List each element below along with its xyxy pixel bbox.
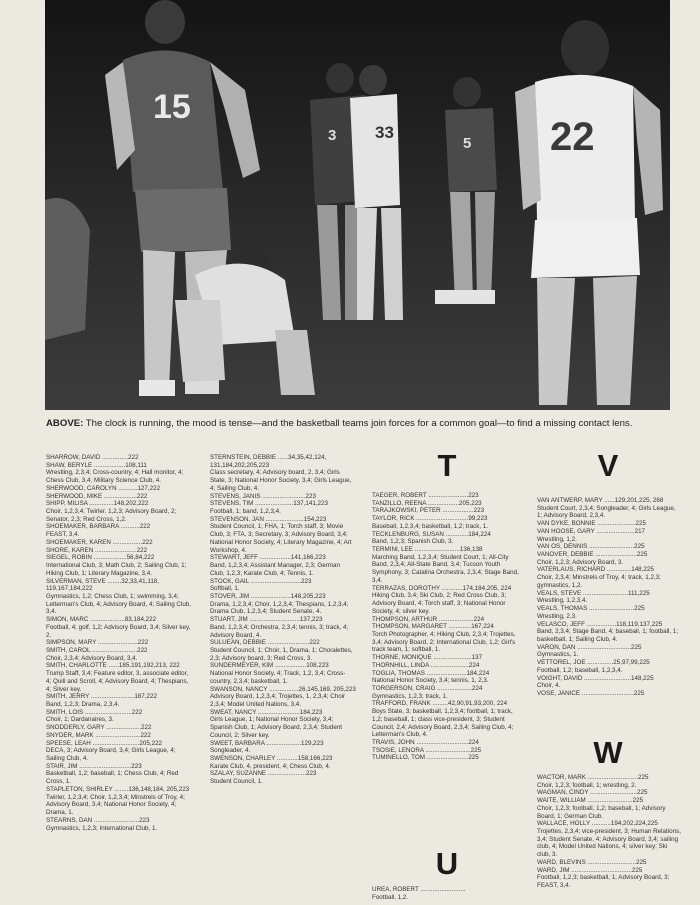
jersey-number-15: 15 bbox=[153, 88, 191, 126]
index-entry: WALLACE, HOLLY ...........194,202,224,225 bbox=[537, 820, 658, 828]
index-entry: Student Court, 2,3,4; Songleader, 4; Girls League, 1; Advisory Board, 2,3,4. bbox=[537, 504, 676, 520]
index-column-4 bbox=[537, 497, 682, 698]
index-entry: SHOEMAKER, BARBARA ...........222 bbox=[46, 523, 151, 531]
index-entry: VAN HOOSE, GARY ......................217 bbox=[537, 527, 646, 535]
index-entry: Band, 2,3,4; Stage Band, 4; baseball, 1; football, 1; basketball, 1; Sailing Club, 4. bbox=[537, 628, 679, 643]
index-entry: STOCK, GAIL .............................223 bbox=[210, 577, 312, 585]
index-entry: Baseball, 1,2,3,4; basketball, 1,2; track, 1. bbox=[372, 522, 489, 530]
index-column-3 bbox=[372, 492, 520, 762]
index-entry: STEWART, JEFF ..................141,166,223 bbox=[210, 554, 326, 562]
index-entry: SHERWOOD, MIKE ...................222 bbox=[46, 492, 148, 500]
index-entry: SMITH, CHARLOTTE ......185,191,192,213, 222 bbox=[46, 662, 180, 670]
jersey-number-33: 33 bbox=[375, 123, 394, 142]
index-entry: Choir, 1,2,3; football, 1,2; baseball, 1; Advisory Board, 1; German Club. bbox=[537, 804, 666, 820]
index-entry: Student Council, 1; Choir, 1, Drama, 1; Choralettes, 2,3; Advisory board, 3; Red Cross, 3. bbox=[210, 646, 353, 662]
index-entry: TAYLOR, RICK ..............................99,223 bbox=[372, 515, 488, 523]
index-entry: National Honor Society, 3,4; tennis, 1, 2,3. bbox=[372, 677, 489, 685]
index-entry: SHIPP, MILISA ..............148,202,222 bbox=[46, 500, 149, 508]
index-entry: STAIR, JIM ..............................223 bbox=[46, 762, 142, 770]
index-entry: Wrestling, 2,3,4; Cross-country, 4; Hall monitor, 4; Chess Club, 3,4; Military Science Club, 4. bbox=[46, 469, 184, 485]
index-entry: SUNDERMEYER, KIM ..................108,223 bbox=[210, 662, 329, 670]
index-entry: DECA, 3; Advisory Board, 3,4; Girls League, 4; Sailing Club, 4. bbox=[46, 747, 176, 763]
section-letter-u: U bbox=[435, 846, 459, 881]
index-entry: Choir, 2,3,4; Minstrels of Troy, 4; track, 1,2,3; gymnastics, 1,2. bbox=[537, 574, 661, 589]
index-entry: SWANSON, NANCY .................26,145,169, 205,223 bbox=[210, 685, 356, 693]
index-entry: Student Council, 1. bbox=[210, 778, 263, 786]
index-entry: SNYDER, MARK ..........................222 bbox=[46, 731, 151, 739]
index-entry: TUMINELLO, TOM ........................225 bbox=[372, 754, 479, 762]
index-entry: TARAJKOWSKI, PETER ..................223 bbox=[372, 507, 485, 515]
index-entry: STEVENS, TIM ......................137,141,223 bbox=[210, 500, 328, 508]
index-entry: SHAW, BERYLE ..................108,111 bbox=[46, 461, 147, 469]
index-entry: SHORE, KAREN ........................222 bbox=[46, 546, 148, 554]
index-entry: SHARROW, DAVID ...............222 bbox=[46, 454, 139, 461]
index-entry: Football, 4; golf, 1,2; Advisory Board, 3,4; Silver key, 2. bbox=[46, 623, 191, 639]
index-entry: SMITH, JERRY .........................187,222 bbox=[46, 693, 157, 701]
photo-caption bbox=[46, 418, 668, 431]
index-entry: Trojettes, 2,3,4; vice-president, 3; Human Relations, 3,4; Student Senate, 4; Advisory Board, 3,4; sailing club, 4; Model United Nations, 4; silver key; Ski club, 3. bbox=[537, 828, 681, 859]
index-entry: FEAST, 3,4. bbox=[46, 531, 80, 539]
index-entry: TRAVIS, JOHN ..............................224 bbox=[372, 739, 479, 746]
index-entry: Boys State, 3; basketball, 1,2,3,4; football, 1; track, 1,2; baseball, 1; class vice-president, 3; Student Council, 2,4; Advisory Board, 2,3,4; Sailing Club, 4; Letterman's Club, 4. bbox=[372, 708, 514, 739]
index-entry: THOMPSON, MARGARET .............167,224 bbox=[372, 623, 494, 631]
index-entry: SWEAT, NANCY ........................184,223 bbox=[210, 708, 323, 716]
index-entry: WAGMAN, CINDY ...........................225 bbox=[537, 789, 648, 797]
jersey-number-3: 3 bbox=[328, 127, 337, 144]
index-entry: STAPLETON, SHIRLEY ........136,148,184, 205,223 bbox=[46, 785, 190, 793]
index-entry: VAN DYKE, BONNIE ......................225 bbox=[537, 520, 646, 528]
index-entry: Choir, 1,2,3; football, 1; wrestling, 2. bbox=[537, 781, 637, 789]
index-entry: STEARNS, DAN ..........................223 bbox=[46, 816, 150, 824]
index-entry: Songleader, 4. bbox=[210, 747, 251, 755]
index-entry: STERNSTEIN, DEBBIE ......34,35,42,124, 131,184,202,205,223 bbox=[210, 454, 327, 469]
jersey-number-5: 5 bbox=[463, 135, 472, 152]
index-entry: Karate Club, 4, president, 4; Chess Club, 4. bbox=[210, 762, 331, 770]
index-entry: SHERWOOD, CAROLYN ...........127,222 bbox=[46, 484, 161, 492]
index-entry: WAITE, WILLIAM ..........................225 bbox=[537, 797, 644, 805]
index-entry: TSOSIE, LENORA ..........................225 bbox=[372, 746, 482, 754]
caption-text: The clock is running, the mood is tense—and the basketball teams join forces for a common goal—to find a missing contact lens. bbox=[83, 418, 633, 429]
index-entry: STOVER, JIM .......................148,205,223 bbox=[210, 592, 326, 600]
index-entry: Wrestling, 2,3. bbox=[537, 612, 577, 620]
index-entry: VATERLAUS, RICHARD ..............148,225 bbox=[537, 566, 654, 574]
index-entry: VELASCO, JEFF .................118,119,137,225 bbox=[537, 620, 663, 628]
index-entry: VAN OS, DENNIS ..........................225 bbox=[537, 543, 645, 551]
index-entry: VARON, DAN ...............................225 bbox=[537, 643, 642, 651]
index-entry: Gymnastics, 1,2,3; track, 1. bbox=[372, 692, 448, 700]
index-entry: SPEESE, LEAH ...........................205,222 bbox=[46, 739, 163, 747]
index-entry: Advisory Board, 1,2,3,4; Trojettes, 1, 2,3,4; Choir 2,3,4; Model United Nations, 3,4. bbox=[210, 693, 346, 708]
index-entry: Band, 1,2,3; Drama, 2,3,4. bbox=[46, 701, 120, 708]
index-entry: SMITH, CAROL ..........................222 bbox=[46, 646, 148, 654]
left-edge-figure bbox=[45, 198, 90, 340]
index-entry: Drama, 1,2,3,4; Choir, 1,2,3,4; Thespians, 1,2,3,4; Drama Club, 1,2,3,4; Student Senate, 4. bbox=[210, 600, 349, 616]
index-entry: SNODDERLY, GARY ....................222 bbox=[46, 724, 152, 732]
index-entry: THORNE, MONIQUE ......................137 bbox=[372, 654, 483, 662]
index-entry: WARD, BLEVINS ............................225 bbox=[537, 858, 647, 866]
index-entry: Torch Photographer, 4; Hiking Club, 2,3,4; Trojettes, 3,4; Advisory Board, 2; International Club, 1,2; Girl's track team, 1; softball, 1. bbox=[372, 630, 516, 654]
index-entry: STUART, JIM .............................137,223 bbox=[210, 616, 323, 624]
index-entry: THORNHILL, LINDA ......................224 bbox=[372, 661, 480, 669]
index-entry: Softball, 1. bbox=[210, 585, 240, 593]
index-entry: WARD, JIM ...................................225 bbox=[537, 866, 643, 874]
index-entry: VAN ANTWERP, MARY ......129,201,225, 268 bbox=[537, 497, 664, 504]
section-letter-w: W bbox=[593, 735, 623, 770]
index-entry: Football, 1,2,3; basketball, 1; Advisory Board, 3; FEAST, 3,4. bbox=[537, 874, 670, 890]
index-entry: SZALAY, SUZANNE ......................223 bbox=[210, 770, 317, 778]
photo-illustration bbox=[45, 0, 670, 410]
index-entry: SWENSON, CHARLEY ............158,166,223 bbox=[210, 755, 333, 763]
index-entry: Football, 1; band, 1,2,3,4. bbox=[210, 508, 281, 516]
index-entry: VEALS, STEVE ..........................111,225 bbox=[537, 589, 650, 597]
index-entry: TRAFFORD, FRANK .........42,90,91,93,200, 224 bbox=[372, 700, 508, 708]
index-entry: TOGLIA, THOMAS .......................184,224 bbox=[372, 669, 490, 677]
index-column-4-w bbox=[537, 774, 682, 890]
index-entry: SULUEAN, DEBBIE ........................222 bbox=[210, 639, 320, 647]
index-entry: Basketball, 1,2; baseball, 1; Chess Club, 4; Red Cross, 1. bbox=[46, 770, 179, 786]
index-entry: Twirler, 1,2,3,4; Choir, 1,2,3,4; Minstrels of Troy, 4; Advisory Board, 3,4; National Honor Society, 4; Drama, 1. bbox=[46, 793, 185, 817]
index-entry: THOMPSON, ARTHUR ....................224 bbox=[372, 615, 485, 623]
index-entry: Class secretary, 4; Advisory board, 2, 3,4; Girls State, 3; National Honor Society, 3,4; Girls League, 4; Sailing Club, 4. bbox=[210, 469, 352, 492]
index-entry: VEALS, THOMAS ..........................225 bbox=[537, 605, 645, 613]
index-entry: TERMINI, LEE ..........................136,138 bbox=[372, 546, 483, 554]
index-entry: SIMON, MARC ....................83,184,222 bbox=[46, 616, 157, 624]
index-entry: Girls League, 1; National Honor Society, 3,4; Spanish Club, 1; Advisory Board, 2,3,4; Student Council, 2; Silver key. bbox=[210, 716, 343, 739]
index-entry: Student Council, 1; FHA, 1; Torch staff, 3; Movie Club, 3; FTA, 3; Secretary, 3; Advisory Board, 3,4; National Honor Society, 4; Literary Magazine, 4; Art Workshop, 4. bbox=[210, 523, 352, 554]
index-entry: Choir, 1,2,3,4; Twirler, 1,2,3; Advisory Board, 2; Senator, 2,3; Red Cross, 1,2. bbox=[46, 508, 177, 523]
section-letter-v: V bbox=[597, 448, 619, 483]
index-entry: Choir, 1,2,3; Advisory Board, 3. bbox=[537, 558, 624, 566]
basketball-photo bbox=[45, 0, 670, 410]
index-entry: Wrestling, 1,2,3,4. bbox=[537, 597, 588, 605]
index-entry: International Club, 3; Math Club, 2; Sailing Club, 1; Hiking Club, 1; Literary Magazine, 3,4. bbox=[46, 562, 187, 577]
index-entry: STEVENS, JANIS .........................223 bbox=[210, 492, 316, 500]
index-entry: VOSE, JANICE ..............................225 bbox=[537, 689, 645, 697]
index-entry: SHOEMAKER, KAREN .................222 bbox=[46, 538, 153, 546]
index-entry: Band, 1,2,3; Spanish Club, 3. bbox=[372, 538, 454, 546]
index-entry: Marching Band, 1,2,3,4; Student Court, 1; All-City Band, 2,3,4; All-State Band, 3,4; Tucson Youth Symphony, 3; Catalina Orchestra, 2,3,4; Stage Band, 3,4. bbox=[372, 553, 519, 584]
index-entry: Wrestling, 1,2. bbox=[537, 535, 577, 543]
index-entry: Trump Staff, 3,4; Feature editor, 3, associate editor, 4; Quill and Scroll, 4; Advisory Board, 4; Thespians, 4; Silver key. bbox=[46, 670, 189, 693]
index-entry: Choir, 4. bbox=[537, 682, 561, 690]
index-entry: Gymnastics, 1. bbox=[537, 651, 579, 659]
index-entry: TORGERSON, CRAIG ....................224 bbox=[372, 684, 483, 692]
index-entry: STEVENSON, JAN ......................154,223 bbox=[210, 515, 327, 523]
index-column-3-u bbox=[372, 886, 520, 901]
index-entry: VOIGHT, DAVID ...........................148,225 bbox=[537, 674, 654, 682]
index-entry: SIEGEL, ROBIN ...................56,84,222 bbox=[46, 554, 155, 562]
index-entry: Football, 1,2; baseball, 1,2,3,4. bbox=[537, 666, 623, 674]
caption-lead: ABOVE: bbox=[46, 418, 84, 429]
index-entry: TANZILLO, REENA ..................205,223 bbox=[372, 499, 482, 507]
index-entry: TERRAZAS, DOROTHY ............174,184,205, 224 bbox=[372, 584, 512, 592]
index-entry: Hiking Club, 3,4; Ski Club, 2; Red Cross Club, 3; Advisory Board, 4; Torch staff, 3; National Honor Society, 4; silver key. bbox=[372, 592, 507, 615]
index-entry: Gymnastics, 1,2; Chess Club, 1; swimming, 3,4; Letterman's Club, 4; Advisory Board, 4; Sailing Club, 3,4. bbox=[46, 592, 192, 616]
index-entry: Band, 1,2,3,4; Assistant Manager, 2,3; German Club, 1,2,3; Karate Club, 4; Tennis, 1. bbox=[210, 562, 340, 577]
index-entry: UREA, ROBERT .......................... bbox=[372, 886, 466, 893]
index-entry: SIMPSON, MARY .......................222 bbox=[46, 639, 149, 647]
section-letter-t: T bbox=[437, 448, 457, 483]
index-entry: SWEET, BARBARA ....................129,223 bbox=[210, 739, 324, 747]
index-entry: VETTOREL, JOE ...............25,97,99,225 bbox=[537, 659, 650, 667]
index-column-1 bbox=[46, 454, 192, 832]
index-entry: Football, 1,2. bbox=[372, 893, 409, 901]
index-entry: VANOVER, DEBBIE ........................225 bbox=[537, 551, 648, 559]
index-entry: Choir, 2,3,4; Advisory Board, 3,4. bbox=[46, 654, 138, 662]
index-entry: Band, 1,2,3,4; Orchestra, 2,3,4; tennis, 3; track, 4; Advisory Board, 4. bbox=[210, 623, 349, 639]
index-entry: Gymnastics, 1,2,3; International Club, 1. bbox=[46, 824, 158, 832]
index-column-2 bbox=[210, 454, 356, 786]
index-entry: TAEGER, ROBERT .......................223 bbox=[372, 492, 479, 499]
index-entry: Choir, 1; Dardanaires, 3. bbox=[46, 716, 114, 724]
index-entry: SILVERMAN, STEVE ........32,33,41,118, 119,167,184,222 bbox=[46, 577, 160, 593]
index-entry: WACTOR, MARK .............................225 bbox=[537, 774, 649, 781]
jersey-number-22: 22 bbox=[550, 115, 595, 159]
index-entry: National Honor Society, 4; Track, 1,2, 3,4; Cross-country, 2,3,4; basketball, 1. bbox=[210, 670, 346, 685]
index-entry: TECKLENBURG, SUSAN .............184,224 bbox=[372, 530, 491, 538]
index-entry: SMITH, LOIS ...........................222 bbox=[46, 708, 143, 716]
